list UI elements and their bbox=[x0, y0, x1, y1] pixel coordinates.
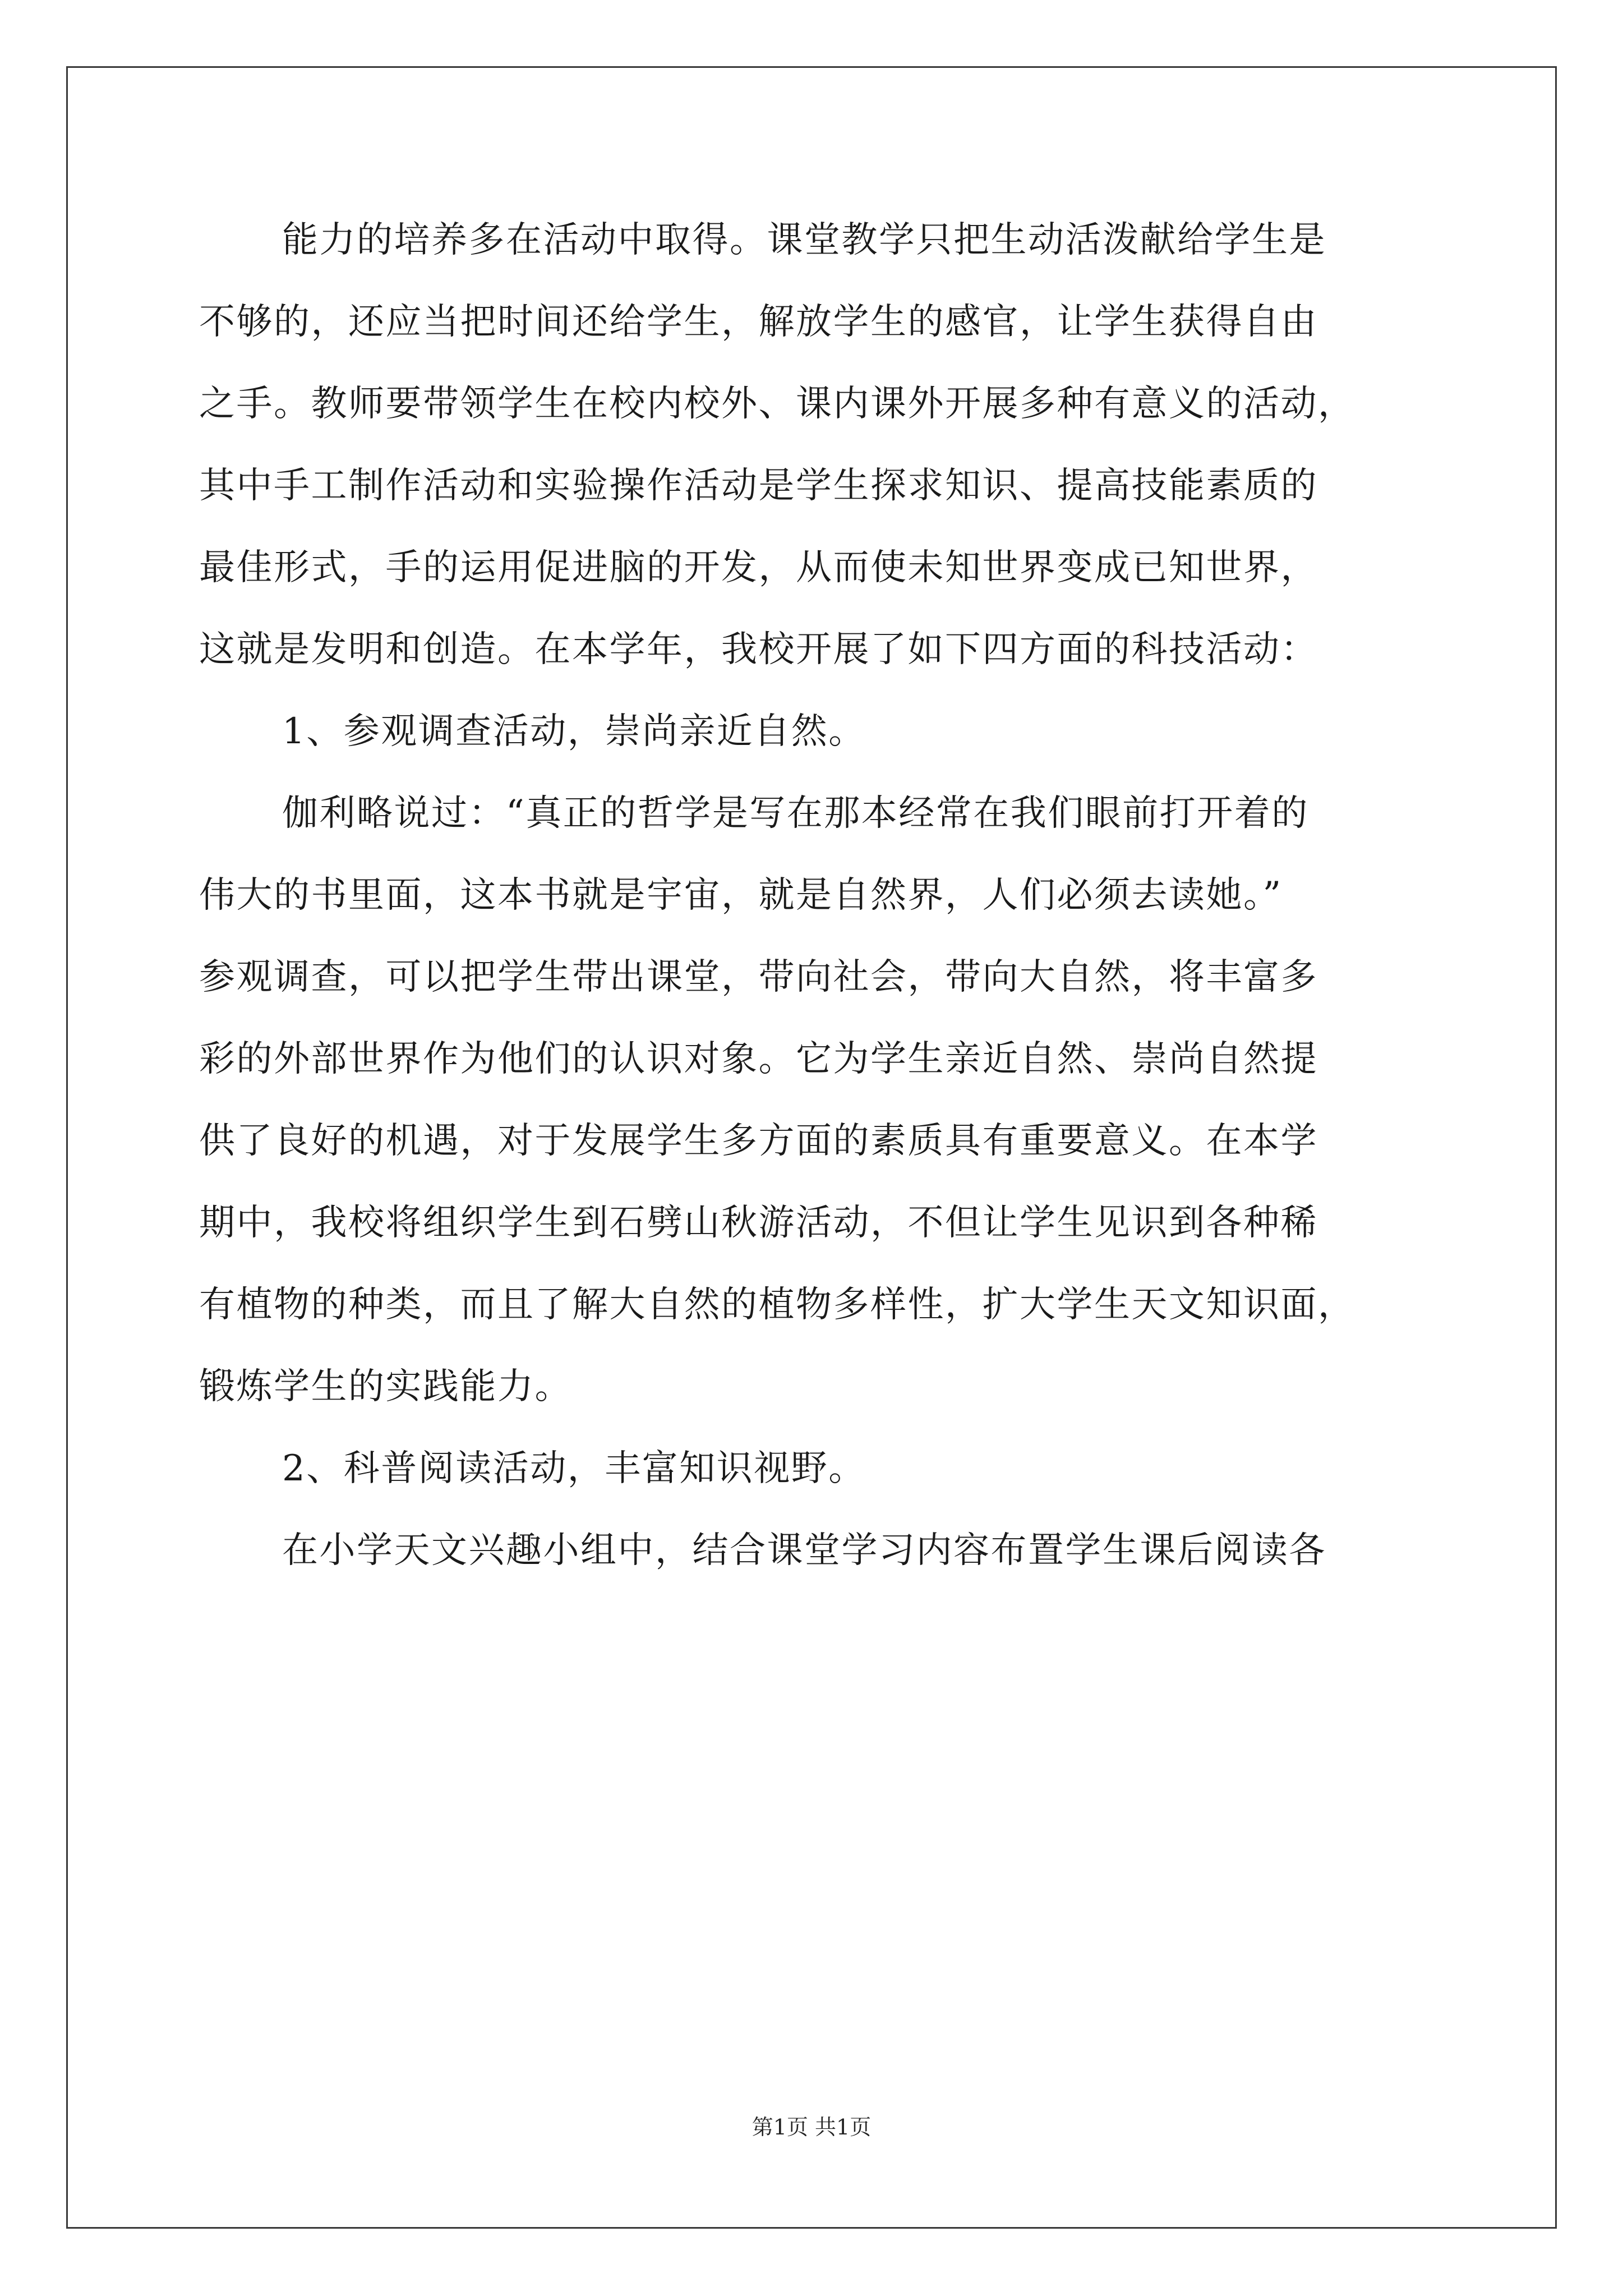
paragraph-2-line-7: 有植物的种类，而且了解大自然的植物多样性，扩大学生天文知识面， bbox=[199, 1284, 1355, 1326]
paragraph-1-line-4: 其中手工制作活动和实验操作活动是学生探求知识、提高技能素质的 bbox=[199, 465, 1318, 507]
paragraph-2-line-3: 参观调查，可以把学生带出课堂，带向社会，带向大自然，将丰富多 bbox=[199, 956, 1318, 998]
paragraph-2-line-1: 伽利略说过：“真正的哲学是写在那本经常在我们眼前打开着的 bbox=[282, 793, 1309, 834]
paragraph-2-line-5: 供了良好的机遇，对于发展学生多方面的素质具有重要意义。在本学 bbox=[199, 1120, 1318, 1162]
section-heading-2: 2、科普阅读活动，丰富知识视野。 bbox=[282, 1448, 866, 1489]
paragraph-2-line-2: 伟大的书里面，这本书就是宇宙，就是自然界，人们必须去读她。” bbox=[199, 875, 1283, 916]
paragraph-1-line-1: 能力的培养多在活动中取得。课堂教学只把生动活泼献给学生是 bbox=[282, 219, 1326, 261]
paragraph-2-line-4: 彩的外部世界作为他们的认识对象。它为学生亲近自然、崇尚自然提 bbox=[199, 1038, 1318, 1080]
paragraph-2-line-6: 期中，我校将组织学生到石劈山秋游活动，不但让学生见识到各种稀 bbox=[199, 1202, 1318, 1244]
paragraph-1-line-5: 最佳形式，手的运用促进脑的开发，从而使未知世界变成已知世界， bbox=[199, 547, 1318, 588]
page-number-footer: 第1页 共1页 bbox=[751, 2115, 872, 2139]
paragraph-1-line-6: 这就是发明和创造。在本学年，我校开展了如下四方面的科技活动： bbox=[199, 629, 1318, 670]
paragraph-2-line-8: 锻炼学生的实践能力。 bbox=[199, 1366, 572, 1407]
paragraph-1-line-3: 之手。教师要带领学生在校内校外、课内课外开展多种有意义的活动， bbox=[199, 383, 1355, 425]
section-heading-1: 1、参观调查活动，崇尚亲近自然。 bbox=[282, 711, 866, 752]
paragraph-1-line-2: 不够的，还应当把时间还给学生，解放学生的感官，让学生获得自由 bbox=[199, 301, 1318, 343]
paragraph-3-line-1: 在小学天文兴趣小组中，结合课堂学习内容布置学生课后阅读各 bbox=[282, 1530, 1326, 1571]
